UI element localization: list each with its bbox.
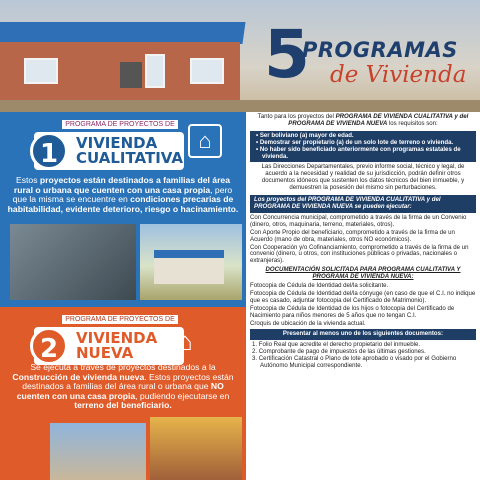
ground [0, 100, 480, 112]
program2-panel [0, 307, 246, 480]
page-subtitle: de Vivienda [330, 62, 467, 88]
header-photo [0, 0, 480, 112]
program1-panel [0, 112, 246, 307]
program1-number: 1 [30, 132, 68, 170]
execution-title: Los proyectos del PROGRAMA DE VIVIENDA CUALITATIVA y del PROGRAMA DE VIVIENDA NUEVA se pueden ejecutar: [250, 195, 476, 213]
program1-tag: PROGRAMA DE PROYECTOS DE [62, 120, 178, 129]
present-item: 3. Certificación Catastral o Plano de lote aprobado o visado por el Gobierno Autónomo Municipal correspondiente. [252, 355, 457, 370]
requirement-item: • No haber sido beneficiado anteriormente con programas estatales de vivienda. [254, 147, 472, 161]
house-roof [0, 22, 246, 44]
directions-text: Las Direcciones Departamentales, previo informe social, técnico y legal, de acuerdo a la necesidad y realidad de su jurisdicción, podrán definir otros documentos idóneos que sustenten los datos técnicos del bien inmueble, y demuestren la posesión del mismo sin perturbaciones. [261, 163, 465, 192]
program1-photo-after [140, 224, 242, 300]
program2-tag: PROGRAMA DE PROYECTOS DE [62, 315, 178, 324]
documentation-item: Croquis de ubicación de la vivienda actual. [250, 319, 366, 327]
requirement-item: • Demostrar ser propietario (a) de un solo lote de terreno o vivienda. [254, 140, 472, 147]
documentation-title: DOCUMENTACIÓN SOLICITADA PARA PROGRAMA CUALITATIVA Y PROGRAMA DE VIVIENDA NUEVA: [265, 266, 461, 281]
program2-name-line2: NUEVA [76, 344, 134, 362]
house-repair-icon: ⌂ [188, 124, 222, 158]
execution-item: Con Cooperación y/o Cofinanciamiento, comprometido a través de la firma de un convenio (dinero, u otros, con instituciones públicas o privadas, nacionales o extranjeras). [250, 243, 469, 265]
house-window [190, 58, 224, 84]
program2-photo-family [50, 423, 146, 480]
program2-description: Se ejecuta a través de proyectos destinados a la Construcción de vivienda nueva. Estos proyectos están destinados a familias del área rural o urbana que NO cuenten con una casa propia, pudiendo ejecutarse en terreno del beneficiario. [12, 362, 234, 411]
program1-name-line1: VIVIENDA [76, 134, 158, 152]
present-item: 1. Folio Real que acredite el derecho propietario del inmueble. [252, 341, 421, 349]
program2-number: 2 [30, 327, 68, 365]
new-house-icon: ⌂ [177, 326, 193, 356]
present-title: Presentar al menos uno de los siguientes documentos: [250, 329, 476, 340]
execution-item: Con Aporte Propio del beneficiario, comprometido a través de la firma de un Acuerdo (mano de obra, materiales, otros NO económicos). [250, 228, 455, 243]
program1-photo-before [10, 224, 136, 300]
program1-name-line2: CUALITATIVA [76, 149, 183, 167]
big-number: 5 [264, 16, 310, 93]
page-title: PROGRAMAS [302, 38, 458, 62]
intro-text: Tanto para los proyectos del PROGRAMA DE VIVIENDA CUALITATIVA y del PROGRAMA DE VIVIENDA NUEVA los requisitos son: [257, 113, 469, 127]
requirement-item: • Ser boliviano (a) mayor de edad. [254, 133, 472, 140]
present-item: 2. Comprobante de pago de impuestos de las últimas gestiones. [252, 348, 426, 356]
water-tank [120, 62, 142, 88]
documentation-item: Fotocopia de Cédula de Identidad del/la solicitante. [250, 282, 389, 290]
new-house [154, 250, 224, 284]
documentation-item: Fotocopia de Cédula de Identidad del/la cónyuge (en caso de que el C.I. no indique que es casado, adjuntar fotocopia del Certificado de Matrimonio). [250, 289, 476, 304]
program2-photo-house [150, 417, 242, 480]
program1-description: Estos proyectos están destinados a familias del área rural o urbana que cuenten con una casa propia, pero que la misma se encuentre en condiciones precarias de habitabilidad, evidente deterioro, riesgo o hacinamiento. [7, 175, 239, 214]
program2-name-line1: VIVIENDA [76, 329, 158, 347]
requirements-column [250, 114, 476, 478]
house-door [145, 54, 165, 88]
execution-item: Con Concurrencia municipal, comprometido a través de la firma de un Convenio (dinero, otros, maquinaria, terreno, materiales, otros). [250, 213, 467, 228]
documentation-item: Fotocopia de Cédula de Identidad de los hijos o fotocopia del Certificado de Nacimiento para niños menores de 5 años que no tengan C.I. [250, 304, 455, 319]
house-window [24, 58, 58, 84]
requirements-list [250, 131, 476, 163]
